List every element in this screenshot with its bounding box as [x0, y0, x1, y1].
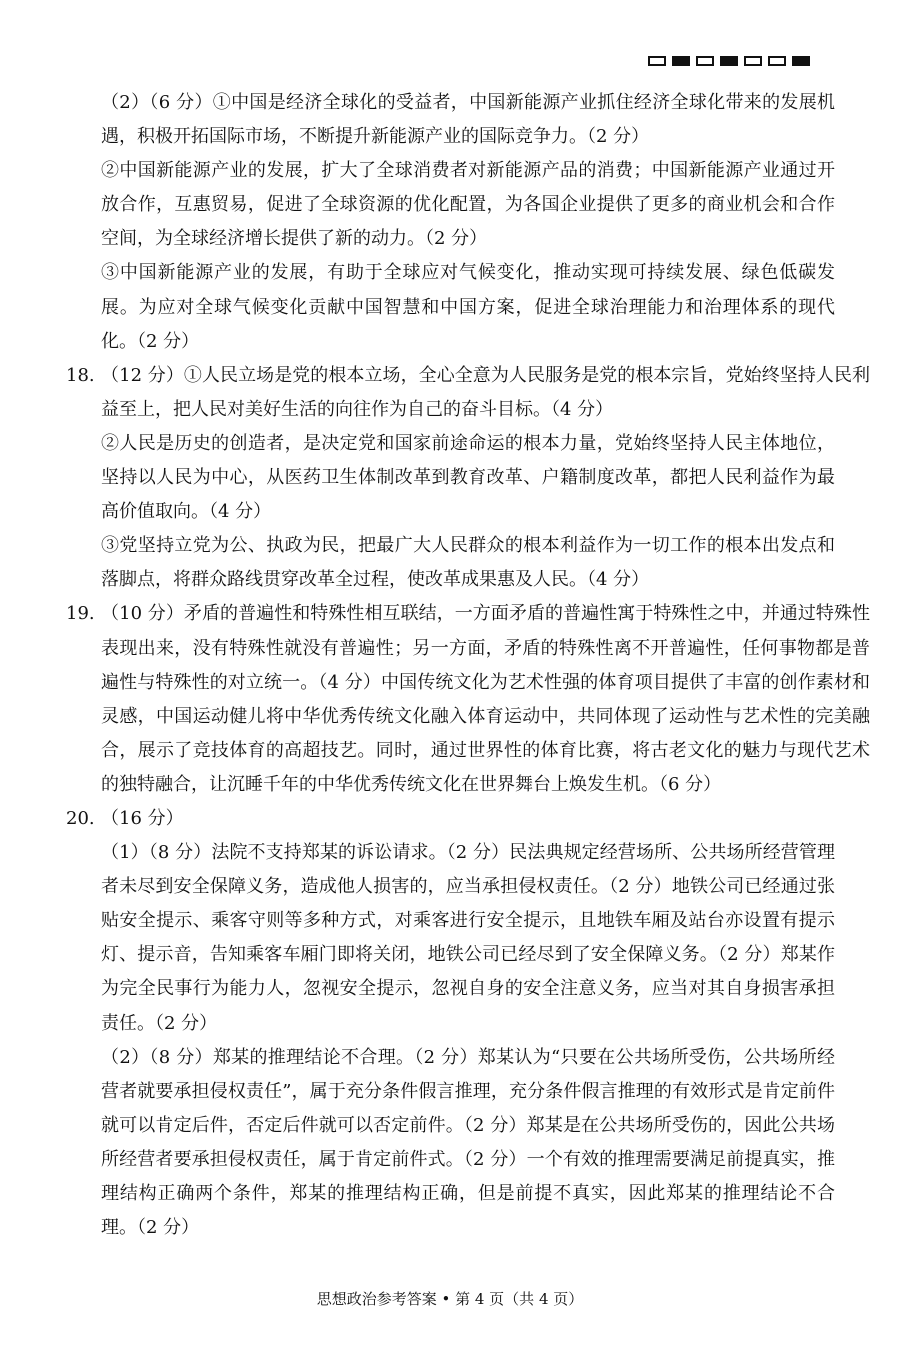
- answer-text: （2）（6 分）①中国是经济全球化的受益者，中国新能源产业抓住经济全球化带来的发展机遇，积极开拓国际市场，不断提升新能源产业的国际竞争力。（2 分）: [101, 92, 835, 148]
- answer-sheet-marks: [648, 56, 810, 70]
- question-answer: [66, 359, 870, 427]
- answer-point: [101, 154, 835, 256]
- answer-text: （2）（8 分）郑某的推理结论不合理。（2 分）郑某认为“只要在公共场所受伤，公共场所经营者就要承担侵权责任”，属于充分条件假言推理，充分条件假言推理的有效形式是肯定前件就可以肯定后件，否定后件就可以否定前件。（2 分）郑某是在公共场所受伤的，因此公共场所经营者要承担侵权责任，属于肯定前件式。（2 分）一个有效的推理需要满足前提真实，推理结构正确两个条件，郑某的推理结构正确，但是前提不真实，因此郑某的推理结论不合理。（2 分）: [101, 1046, 835, 1239]
- empty-square-mark: [744, 56, 762, 66]
- answer-point: [101, 427, 835, 529]
- empty-square-mark: [696, 56, 714, 66]
- answer-text: ②中国新能源产业的发展，扩大了全球消费者对新能源产品的消费；中国新能源产业通过开放合作，互惠贸易，促进了全球资源的优化配置，为各国企业提供了更多的商业机会和合作空间，为全球经济增长提供了新的动力。（2 分）: [101, 160, 835, 250]
- question-answer: [66, 802, 870, 836]
- answer-content: [0, 86, 900, 1245]
- page-footer: 思想政治参考答案 • 第 4 页（共 4 页）: [316, 1290, 584, 1308]
- answer-point: [101, 1041, 835, 1246]
- answer-point: [101, 529, 835, 597]
- answer-text: ③中国新能源产业的发展，有助于全球应对气候变化，推动实现可持续发展、绿色低碳发展。为应对全球气候变化贡献中国智慧和中国方案，促进全球治理能力和治理体系的现代化。（2 分）: [101, 262, 835, 352]
- answer-text: （12 分）①人民立场是党的根本立场，全心全意为人民服务是党的根本宗旨，党始终坚持人民利益至上，把人民对美好生活的向往作为自己的奋斗目标。（4 分）: [101, 364, 870, 420]
- answer-text: ②人民是历史的创造者，是决定党和国家前途命运的根本力量，党始终坚持人民主体地位，坚持以人民为中心，从医药卫生体制改革到教育改革、户籍制度改革，都把人民利益作为最高价值取向。（4 分）: [101, 432, 835, 523]
- answer-point: [101, 256, 835, 358]
- empty-square-mark: [648, 56, 666, 66]
- filled-square-mark: [792, 56, 810, 66]
- question-answer: [66, 597, 870, 802]
- answer-point: [101, 86, 835, 154]
- answer-text: （1）（8 分）法院不支持郑某的诉讼请求。（2 分）民法典规定经营场所、公共场所经营管理者未尽到安全保障义务，造成他人损害的，应当承担侵权责任。（2 分）地铁公司已经通过张贴安全提示、乘客守则等多种方式，对乘客进行安全提示，且地铁车厢及站台亦设置有提示灯、提示音，告知乘客车厢门即将关闭，地铁公司已经尽到了安全保障义务。（2 分）郑某作为完全民事行为能力人，忽视安全提示，忽视自身的安全注意义务，应当对其自身损害承担责任。（2 分）: [101, 842, 835, 1034]
- answer-text: （16 分）: [101, 807, 184, 829]
- answer-point: [101, 836, 835, 1041]
- question-number: 19.: [66, 603, 95, 625]
- filled-square-mark: [672, 56, 690, 66]
- answer-text: ③党坚持立党为公、执政为民，把最广大人民群众的根本利益作为一切工作的根本出发点和落脚点，将群众路线贯穿改革全过程，使改革成果惠及人民。（4 分）: [101, 535, 835, 591]
- question-number: 18.: [66, 364, 95, 386]
- filled-square-mark: [720, 56, 738, 66]
- answer-text: （10 分）矛盾的普遍性和特殊性相互联结，一方面矛盾的普遍性寓于特殊性之中，并通过特殊性表现出来，没有特殊性就没有普遍性；另一方面，矛盾的特殊性离不开普遍性，任何事物都是普遍性与特殊性的对立统一。（4 分）中国传统文化为艺术性强的体育项目提供了丰富的创作素材和灵感，中国运动健儿将中华优秀传统文化融入体育运动中，共同体现了运动性与艺术性的完美融合，展示了竞技体育的高超技艺。同时，通过世界性的体育比赛，将古老文化的魅力与现代艺术的独特融合，让沉睡千年的中华优秀传统文化在世界舞台上焕发生机。（6 分）: [101, 603, 870, 795]
- question-number: 20.: [66, 807, 95, 829]
- empty-square-mark: [768, 56, 786, 66]
